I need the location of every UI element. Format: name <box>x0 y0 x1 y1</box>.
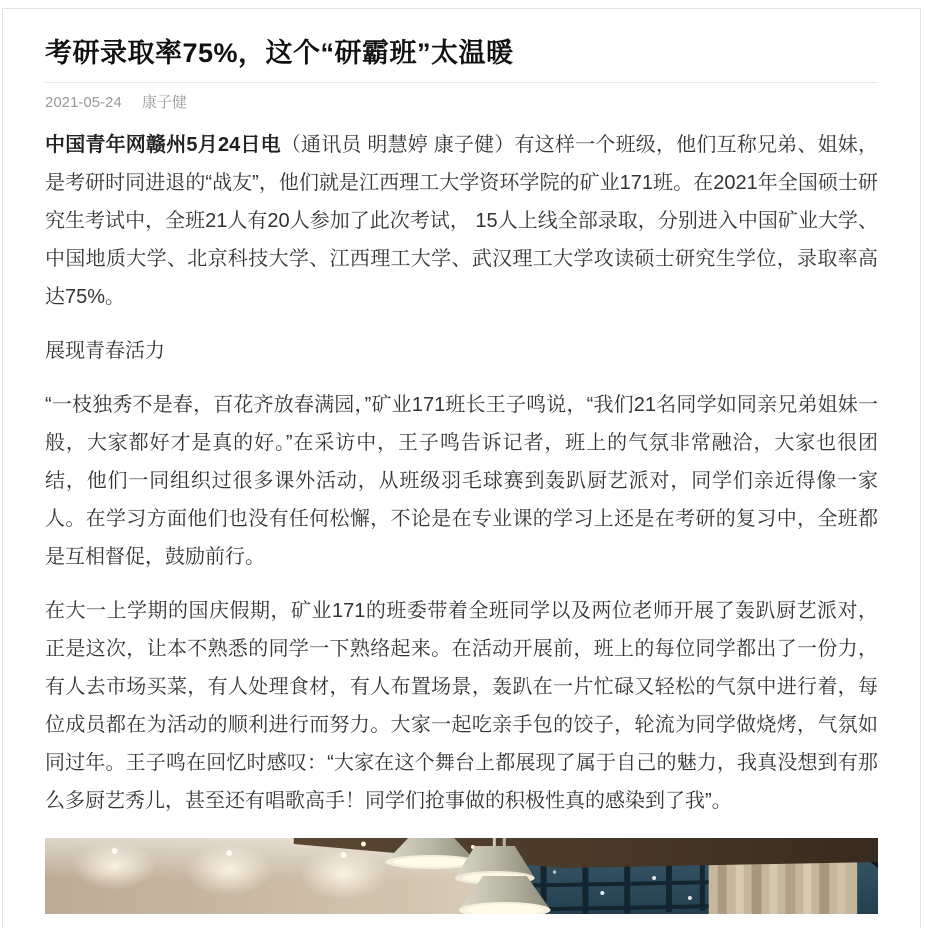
banquet-hall-interior-photo <box>45 838 878 914</box>
dateline-lead: 中国青年网赣州5月24日电 <box>45 134 281 156</box>
author-name: 康子健 <box>141 94 187 111</box>
title-divider <box>45 82 878 83</box>
page-title: 考研录取率75%，这个“研霸班”太温暖 <box>45 38 514 68</box>
paragraph-3: 在大一上学期的国庆假期，矿业171的班委带着全班同学以及两位老师开展了轰趴厨艺派对，正是这次，让本不熟悉的同学一下熟络起来。在活动开展前，班上的每位同学都出了一份力，有人去市场买菜，有人处理食材，有人布置场景，轰趴在一片忙碌又轻松的气氛中进行着，每位成员都在为活动的顺利进行而努力。大家一起吃亲手包的饺子，轮流为同学做烧烤，气氛如同过年。王子鸣在回忆时感叹：“大家在这个舞台上都展现了属于自己的魅力，我真没想到有那么多厨艺秀儿，甚至还有唱歌高手！同学们抢事做的积极性真的感染到了我”。 <box>45 600 878 812</box>
paragraph-intro-text: （通讯员 明慧婷 康子健）有这样一个班级，他们互称兄弟、姐妹，是考研时同进退的“战友”，他们就是江西理工大学资环学院的矿业171班。在2021年全国硕士研究生考试中，全班21人有20人参加了此次考试， 15人上线全部录取，分别进入中国矿业大学、中国地质大学、北京科技大学、江西理工大学、武汉理工大学攻读硕士研究生学位，录取率高达75%。 <box>45 134 878 308</box>
paragraph-2: “一枝独秀不是春，百花齐放春满园，”矿业171班长王子鸣说，“我们21名同学如同亲兄弟姐妹一般，大家都好才是真的好。”在采访中，王子鸣告诉记者，班上的气氛非常融洽，大家也很团结，他们一同组织过很多课外活动，从班级羽毛球赛到轰趴厨艺派对，同学们亲近得像一家人。在学习方面他们也没有任何松懈，不论是在专业课的学习上还是在考研的复习中，全班都是互相督促，鼓励前行。 <box>45 394 878 568</box>
article-body <box>45 126 878 914</box>
article-photo <box>45 838 878 914</box>
publish-date: 2021-05-24 <box>45 94 122 111</box>
section-subhead: 展现青春活力 <box>45 340 165 362</box>
article-content <box>3 36 920 914</box>
paragraph-intro <box>45 126 878 316</box>
article-page-frame <box>2 8 921 928</box>
article-meta <box>45 94 878 111</box>
